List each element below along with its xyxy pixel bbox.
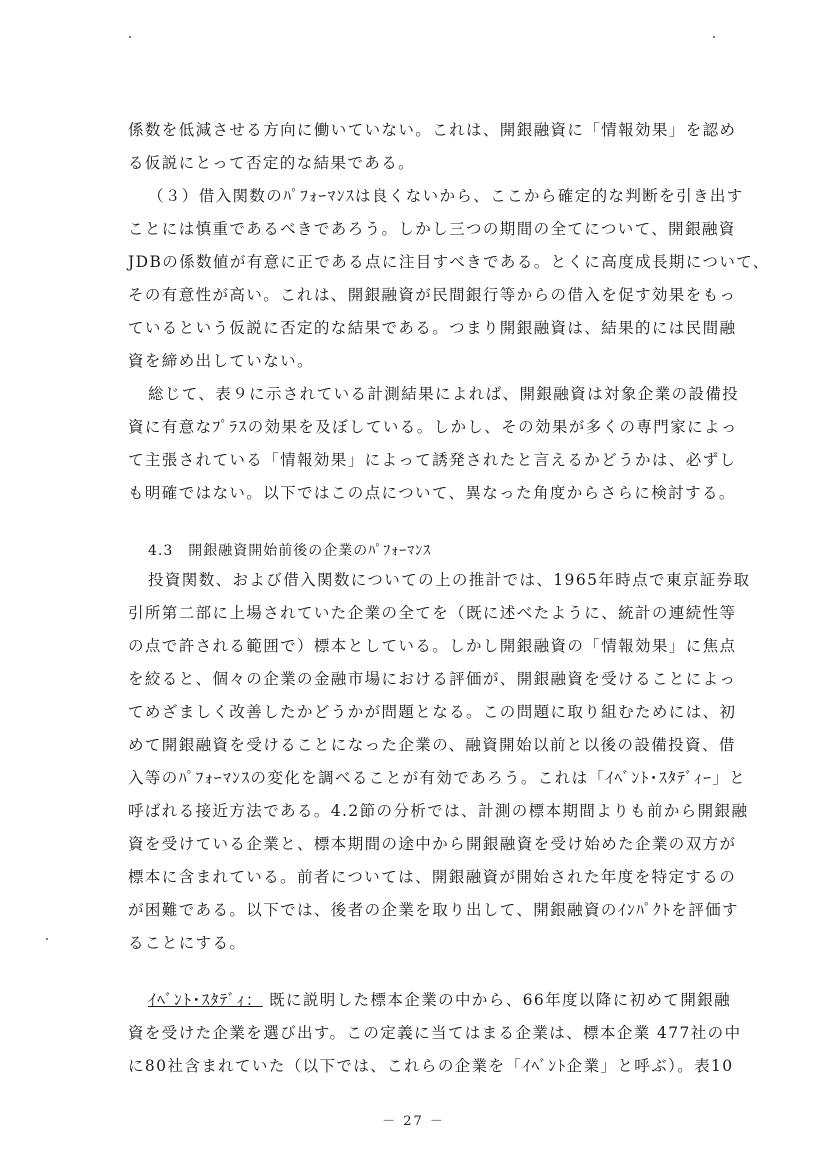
event-study-line xyxy=(148,990,731,1010)
text-line: 資に有意なﾌﾟﾗｽの効果を及ぼしている。しかし、その効果が多くの専門家によっ xyxy=(128,418,738,436)
page-number: － 27 － xyxy=(382,1114,445,1129)
text-line: に80社含まれていた（以下では、これらの企業を「ｲﾍﾞﾝﾄ企業」と呼ぶ）。表10 xyxy=(128,1057,734,1075)
text-line: ることにする。 xyxy=(128,934,247,952)
text-line: 呼ばれる接近方法である。4.2節の分析では、計測の標本期間よりも前から開銀融 xyxy=(128,802,749,820)
text-line: 標本に含まれている。前者については、開銀融資が開始された年度を特定するの xyxy=(128,868,737,886)
text-line: も明確ではない。以下ではこの点について、異なった角度からさらに検討する。 xyxy=(128,484,736,502)
scan-speck xyxy=(46,938,48,940)
text-line: めて開銀融資を受けることになった企業の、融資開始以前と以後の設備投資、借 xyxy=(128,736,736,754)
text-line: 資を受けている企業と、標本期間の途中から開銀融資を受け始めた企業の双方が xyxy=(128,835,737,853)
scan-speck xyxy=(713,36,715,38)
text-line: その有意性が高い。これは、開銀融資が民間銀行等からの借入を促す効果をもっ xyxy=(128,286,737,304)
text-line: 引所第二部に上場されていた企業の全てを（既に述べたように、統計の連続性等 xyxy=(128,604,737,622)
event-study-label: ｲﾍﾞﾝﾄ･ｽﾀﾃﾞｨ： xyxy=(148,991,263,1009)
text-line: 係数を低減させる方向に働いていない。これは、開銀融資に「情報効果」を認め xyxy=(128,121,737,139)
event-study-text: 既に説明した標本企業の中から、66年度以降に初めて開銀融 xyxy=(269,991,732,1009)
text-line: てめざましく改善したかどうかが問題となる。この問題に取り組むためには、初 xyxy=(128,703,737,721)
text-line: 資を締め出していない。 xyxy=(128,352,314,370)
text-line: 投資関数、および借入関数についての上の推計では、1965年時点で東京証券取 xyxy=(148,571,751,589)
text-line: ことには慎重であるべきであろう。しかし三つの期間の全てについて、開銀融資 xyxy=(128,220,736,238)
text-line: る仮説にとって否定的な結果である。 xyxy=(128,154,415,172)
section-heading: 4.3 開銀融資開始前後の企業のﾊﾟﾌｫｰﾏﾝｽ xyxy=(148,543,432,559)
text-line: て主張されている「情報効果」によって誘発されたと言えるかどうかは、必ずし xyxy=(128,451,737,469)
text-line: （３）借入関数のﾊﾟﾌｫｰﾏﾝｽは良くないから、ここから確定的な判断を引き出す xyxy=(148,187,744,205)
scan-speck xyxy=(129,36,131,38)
text-line: の点で許される範囲で）標本としている。しかし開銀融資の「情報効果」に焦点 xyxy=(128,637,737,655)
text-line: JDBの係数値が有意に正である点に注目すべきである。とくに高度成長期について、 xyxy=(128,253,770,271)
text-line: が困難である。以下では、後者の企業を取り出して、開銀融資のｲﾝﾊﾟｸﾄを評価す xyxy=(128,901,739,919)
text-line: を絞ると、個々の企業の金融市場における評価が、開銀融資を受けることによっ xyxy=(128,670,737,688)
text-line: 入等のﾊﾟﾌｫｰﾏﾝｽの変化を調べることが有効であろう。これは「ｲﾍﾞﾝﾄ･ｽﾀﾃﾞｨｰ」と xyxy=(128,769,747,787)
text-line: 総じて、表９に示されている計測結果によれば、開銀融資は対象企業の設備投 xyxy=(148,385,740,403)
text-line: 資を受けた企業を選び出す。この定義に当てはまる企業は、標本企業 477社の中 xyxy=(128,1024,742,1042)
text-line: ているという仮説に否定的な結果である。つまり開銀融資は、結果的には民間融 xyxy=(128,319,737,337)
